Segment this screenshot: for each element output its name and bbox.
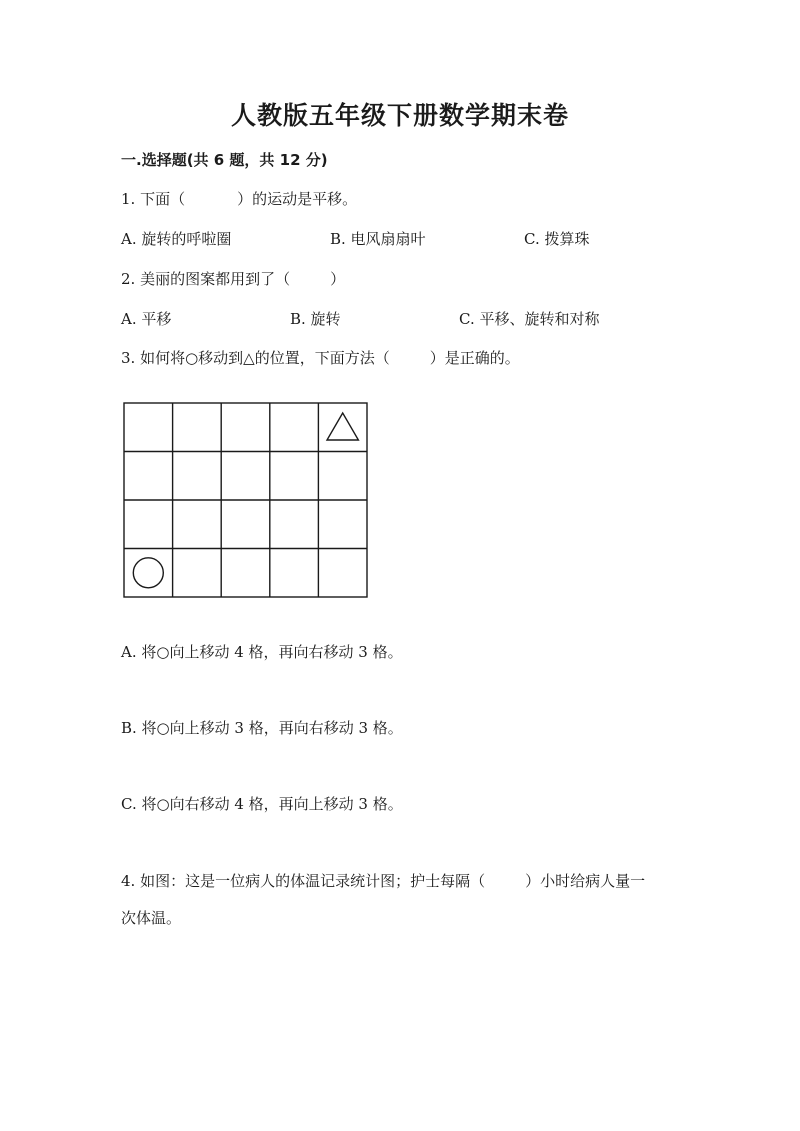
question-3-option-a[interactable]: A. 将○向上移动 4 格，再向右移动 3 格。	[121, 643, 403, 661]
section-heading: 一.选择题(共 6 题，共 12 分)	[121, 151, 328, 169]
question-1-option-b[interactable]: B. 电风扇扇叶	[330, 230, 426, 248]
question-1-option-c[interactable]: C. 拨算珠	[524, 230, 590, 248]
question-2-text-after: ）	[330, 270, 346, 288]
question-1-stem	[121, 188, 357, 209]
question-2-stem	[121, 268, 345, 289]
page-title: 人教版五年级下册数学期末卷	[230, 101, 569, 130]
question-2-option-c[interactable]: C. 平移、旋转和对称	[459, 310, 600, 328]
question-3-text-after: ）是正确的。	[429, 349, 520, 367]
grid-lines	[124, 403, 367, 597]
question-1-text-after: ）的运动是平移。	[237, 190, 358, 208]
question-3-stem	[121, 347, 520, 368]
question-3-text-before: 3. 如何将○移动到△的位置，下面方法（	[121, 349, 390, 367]
grid-svg	[123, 402, 368, 598]
circle-icon	[133, 558, 163, 588]
question-2-option-a[interactable]: A. 平移	[121, 310, 172, 328]
question-4-stem-line2: 次体温。	[121, 909, 182, 927]
question-2-text-before: 2. 美丽的图案都用到了（	[121, 270, 291, 288]
question-4-text-before: 4. 如图：这是一位病人的体温记录统计图；护士每隔（	[121, 872, 486, 890]
question-4-stem	[121, 870, 645, 891]
question-4-text-after: ）小时给病人量一	[525, 872, 646, 890]
question-3-option-c[interactable]: C. 将○向右移动 4 格，再向上移动 3 格。	[121, 795, 403, 813]
question-2-option-b[interactable]: B. 旋转	[290, 310, 341, 328]
question-1-text-before: 1. 下面（	[121, 190, 186, 208]
question-3-option-b[interactable]: B. 将○向上移动 3 格，再向右移动 3 格。	[121, 719, 403, 737]
question-1-option-a[interactable]: A. 旋转的呼啦圈	[121, 230, 232, 248]
triangle-icon	[327, 413, 358, 440]
movement-grid-figure	[123, 402, 368, 598]
